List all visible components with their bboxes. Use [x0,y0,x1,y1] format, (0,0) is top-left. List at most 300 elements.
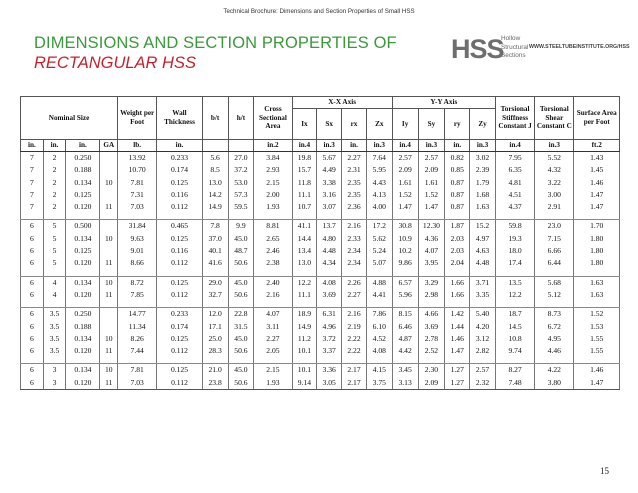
table-cell: 2.22 [342,333,367,345]
table-cell: 50.6 [228,289,254,301]
table-cell: 3.12 [470,333,496,345]
table-cell: 2.04 [445,257,470,269]
table-cell: 7.8 [202,220,228,233]
table-row [21,164,620,176]
table-cell: 11 [100,289,118,301]
table-cell: 6.10 [366,321,392,333]
table-cell: 32.7 [202,289,228,301]
table-cell: 1.27 [445,364,470,377]
table-cell: 0.465 [157,220,202,233]
table-cell: 1.68 [470,189,496,201]
table-cell: 4.22 [535,364,574,377]
table-cell: 4.34 [317,257,342,269]
table-cell: 13.0 [292,257,317,269]
table-cell [100,245,118,257]
table-cell: 10.1 [292,345,317,357]
table-cell: 2.19 [342,321,367,333]
table-cell: 4.37 [495,201,534,213]
table-cell: 3.45 [392,364,418,377]
table-cell: 4.66 [418,308,445,321]
table-cell: 2.00 [254,189,292,201]
table-cell: 28.3 [202,345,228,357]
table-cell: 0.134 [66,276,100,289]
table-cell: 1.42 [445,308,470,321]
unit-cell: in. [66,140,100,152]
unit-cell [202,140,228,152]
subheader-iy: Iy [392,109,418,140]
table-cell: 45.0 [228,333,254,345]
table-cell: 1.80 [574,245,620,257]
table-cell: 5.24 [366,245,392,257]
table-cell: 2.16 [342,308,367,321]
table-row [21,245,620,257]
table-cell: 4.97 [470,233,496,245]
table-cell: 4.41 [366,289,392,301]
table-cell: 7.86 [366,308,392,321]
units-row [21,140,620,152]
table-row [21,289,620,301]
table-cell: 1.80 [574,257,620,269]
table-cell: 2.34 [342,245,367,257]
table-cell: 2.26 [342,276,367,289]
table-cell: 3.95 [418,257,445,269]
table-cell: 27.0 [228,152,254,165]
table-cell: 1.47 [445,345,470,357]
table-cell: 11 [100,257,118,269]
table-cell: 4.88 [366,276,392,289]
table-cell: 7 [21,164,44,176]
unit-cell: in. [43,140,66,152]
table-cell: 8.15 [392,308,418,321]
table-cell: 2.15 [254,177,292,189]
table-cell: 11.34 [118,321,157,333]
table-cell: 0.174 [157,321,202,333]
table-cell: 45.0 [228,233,254,245]
table-cell: 12.0 [202,308,228,321]
table-cell: 0.134 [66,364,100,377]
table-cell: 0.112 [157,345,202,357]
table-cell: 2.22 [342,345,367,357]
logo-url-link[interactable]: WWW.STEELTUBEINSTITUTE.ORG/HSS [529,44,630,50]
table-cell: 7.44 [118,345,157,357]
table-cell: 40.1 [202,245,228,257]
table-cell: 3.69 [418,321,445,333]
table-cell: 1.52 [574,308,620,321]
table-cell: 6 [21,321,44,333]
table-cell: 6 [21,289,44,301]
table-cell: 1.53 [574,321,620,333]
table-cell: 3.29 [418,276,445,289]
table-row [21,152,620,165]
table-cell: 10.9 [392,233,418,245]
table-cell: 0.125 [66,189,100,201]
table-cell: 0.120 [66,201,100,213]
logo-word-structural: Structural [501,43,529,51]
table-cell: 1.47 [418,201,445,213]
table-cell: 1.43 [574,152,620,165]
table-cell: 0.116 [157,245,202,257]
table-cell: 1.66 [445,289,470,301]
table-cell: 6.46 [392,321,418,333]
table-cell: 4.00 [366,201,392,213]
table-row [21,345,620,357]
header-bt: b/t [202,97,228,140]
table-cell: 4.07 [254,308,292,321]
table-cell: 1.61 [392,177,418,189]
table-row [21,333,620,345]
table-cell: 6 [21,257,44,269]
table-cell: 8.72 [118,276,157,289]
unit-cell: ft.2 [574,140,620,152]
unit-cell: in.4 [292,140,317,152]
section-properties-table-wrapper [20,96,620,390]
table-cell: 7.03 [118,201,157,213]
table-cell: 0.112 [157,377,202,390]
table-cell: 1.93 [254,201,292,213]
table-cell: 0.250 [66,152,100,165]
table-cell: 11 [100,377,118,390]
header-torsional-shear: Torsional Shear Constant C [535,97,574,140]
table-cell: 13.5 [495,276,534,289]
table-cell: 1.46 [445,333,470,345]
table-cell: 0.120 [66,345,100,357]
table-cell: 22.8 [228,308,254,321]
table-cell: 2.31 [342,164,367,176]
page-number: 15 [600,466,609,476]
table-cell: 37.0 [202,233,228,245]
table-row [21,189,620,201]
table-cell: 50.6 [228,345,254,357]
table-cell: 6 [21,364,44,377]
table-cell: 10 [100,233,118,245]
table-cell: 7.81 [118,364,157,377]
table-cell: 2.15 [254,364,292,377]
unit-cell: in.4 [392,140,418,152]
subheader-ix: Ix [292,109,317,140]
table-cell: 37.2 [228,164,254,176]
table-cell: 7.15 [535,233,574,245]
unit-cell [228,140,254,152]
table-cell: 9.63 [118,233,157,245]
table-cell: 2.93 [254,164,292,176]
table-cell: 4.80 [317,233,342,245]
table-cell: 0.188 [66,164,100,176]
table-cell: 2.57 [418,152,445,165]
table-cell: 3.35 [470,289,496,301]
table-cell: 2.35 [342,189,367,201]
table-cell: 53.0 [228,177,254,189]
table-row [21,308,620,321]
table-cell: 4.87 [392,333,418,345]
table-cell: 6 [21,233,44,245]
table-cell: 10 [100,333,118,345]
table-cell: 1.52 [392,189,418,201]
table-cell: 50.6 [228,377,254,390]
table-cell: 41.6 [202,257,228,269]
table-cell: 0.125 [157,333,202,345]
table-cell: 1.47 [574,189,620,201]
table-cell: 11.2 [292,333,317,345]
table-cell: 1.93 [254,377,292,390]
table-cell: 2.52 [418,345,445,357]
table-cell: 10.2 [392,245,418,257]
table-cell: 2.17 [342,377,367,390]
table-cell: 5 [43,257,66,269]
table-cell: 5.67 [317,152,342,165]
table-cell: 50.6 [228,257,254,269]
table-cell: 13.0 [202,177,228,189]
table-cell: 2.34 [342,257,367,269]
table-cell: 4 [43,276,66,289]
table-cell: 1.70 [574,220,620,233]
header-weight: Weight per Foot [118,97,157,140]
table-cell: 48.7 [228,245,254,257]
table-cell: 6 [21,377,44,390]
table-cell: 4.08 [366,345,392,357]
table-cell: 11.1 [292,289,317,301]
table-cell: 2.03 [445,245,470,257]
table-cell: 25.0 [202,333,228,345]
logo-word-sections: Sections [501,52,526,60]
table-cell: 0.125 [157,177,202,189]
table-row [21,364,620,377]
table-cell: 10 [100,177,118,189]
table-cell: 5.96 [392,289,418,301]
table-cell: 5.95 [366,164,392,176]
table-cell: 2.35 [342,177,367,189]
unit-cell: in. [21,140,44,152]
table-cell: 4 [43,289,66,301]
table-cell: 1.63 [470,201,496,213]
subheader-rx: rx [342,109,367,140]
table-cell: 2.27 [254,333,292,345]
table-cell: 3.07 [317,201,342,213]
table-cell: 6 [21,308,44,321]
table-cell: 0.87 [445,201,470,213]
subheader-sx: Sx [317,109,342,140]
table-cell: 17.4 [495,257,534,269]
table-cell [100,321,118,333]
table-cell: 6.44 [535,257,574,269]
table-cell: 8.26 [118,333,157,345]
table-cell: 0.116 [157,189,202,201]
table-cell: 3.75 [366,377,392,390]
table-cell: 0.134 [66,233,100,245]
table-cell: 14.5 [495,321,534,333]
table-cell: 3 [43,364,66,377]
table-cell: 8.66 [118,257,157,269]
table-cell: 31.5 [228,321,254,333]
table-cell: 2.16 [342,220,367,233]
table-cell: 4.15 [366,364,392,377]
header-surface-area: Surface Area per Foot [574,97,620,140]
table-cell: 1.46 [574,177,620,189]
page-title-line2: RECTANGULAR HSS [34,54,196,72]
table-cell: 14.9 [202,201,228,213]
unit-cell: in. [342,140,367,152]
table-cell: 0.125 [157,364,202,377]
table-cell: 2.40 [254,276,292,289]
table-row [21,276,620,289]
table-cell: 2.39 [470,164,496,176]
table-cell: 7 [21,189,44,201]
table-cell: 45.0 [228,276,254,289]
table-cell: 2.32 [470,377,496,390]
table-cell: 9.86 [392,257,418,269]
table-cell: 3.71 [470,276,496,289]
hss-logo-mark: HSS [451,34,504,64]
table-cell: 6 [21,245,44,257]
table-cell: 59.5 [228,201,254,213]
table-cell: 7 [21,201,44,213]
table-cell: 0.87 [445,177,470,189]
table-cell: 6.66 [535,245,574,257]
table-cell: 10.1 [292,364,317,377]
table-cell: 29.0 [202,276,228,289]
table-cell: 5 [43,245,66,257]
table-row [21,257,620,269]
table-cell: 1.44 [445,321,470,333]
table-cell: 3.16 [317,189,342,201]
unit-cell: in.3 [535,140,574,152]
page-title-line1: DIMENSIONS AND SECTION PROPERTIES OF [34,34,397,52]
table-cell: 14.2 [202,189,228,201]
table-cell: 0.125 [66,245,100,257]
table-cell: 2 [43,152,66,165]
table-cell: 13.92 [118,152,157,165]
table-cell: 7 [21,152,44,165]
table-cell: 5.12 [535,289,574,301]
header-yy-axis: Y-Y Axis [392,97,495,109]
table-cell: 4.48 [470,257,496,269]
table-cell: 1.63 [574,289,620,301]
table-cell [100,152,118,165]
unit-cell: in.3 [418,140,445,152]
table-cell: 5.68 [535,276,574,289]
section-properties-table [20,96,620,390]
table-cell: 4.07 [418,245,445,257]
table-cell: 8.81 [254,220,292,233]
table-cell: 3.37 [317,345,342,357]
table-cell: 3.84 [254,152,292,165]
table-cell: 3.02 [470,152,496,165]
table-cell: 13.4 [292,245,317,257]
table-cell: 15.2 [470,220,496,233]
table-cell: 4.08 [317,276,342,289]
table-cell: 3.80 [535,377,574,390]
subheader-ry: ry [445,109,470,140]
unit-cell: in.3 [317,140,342,152]
table-cell: 11.1 [292,189,317,201]
table-row [21,377,620,390]
table-cell: 4.13 [366,189,392,201]
table-cell: 7.64 [366,152,392,165]
table-cell: 6 [21,220,44,233]
table-cell: 19.3 [495,233,534,245]
table-cell: 5 [43,233,66,245]
table-cell: 3.5 [43,308,66,321]
table-cell: 0.85 [445,164,470,176]
table-cell: 4.63 [470,245,496,257]
table-cell: 1.87 [445,220,470,233]
header-torsional-stiffness: Torsional Stiffness Constant J [495,97,534,140]
table-cell: 5.40 [470,308,496,321]
table-cell: 8.73 [535,308,574,321]
table-cell: 41.1 [292,220,317,233]
table-cell: 2.17 [342,364,367,377]
table-cell: 3.00 [535,189,574,201]
table-cell: 5.62 [366,233,392,245]
table-cell: 6 [21,276,44,289]
table-cell: 10.70 [118,164,157,176]
unit-cell: in.3 [366,140,392,152]
table-cell: 0.120 [66,257,100,269]
table-cell: 0.82 [445,152,470,165]
table-cell: 6 [21,345,44,357]
table-cell: 1.45 [574,164,620,176]
table-cell: 6.72 [535,321,574,333]
table-cell: 17.2 [366,220,392,233]
table-cell: 5 [43,220,66,233]
table-cell: 7.85 [118,289,157,301]
table-cell: 0.233 [157,308,202,321]
table-cell: 2 [43,201,66,213]
table-cell: 0.134 [66,333,100,345]
unit-cell: in.4 [495,140,534,152]
table-cell: 2.03 [445,233,470,245]
table-cell: 7.81 [118,177,157,189]
table-cell: 1.27 [445,377,470,390]
table-cell: 1.47 [574,201,620,213]
table-cell: 5.07 [366,257,392,269]
table-cell: 3.5 [43,333,66,345]
table-cell: 17.1 [202,321,228,333]
table-body [21,152,620,390]
table-cell: 10 [100,364,118,377]
table-cell: 10 [100,276,118,289]
table-cell: 8.5 [202,164,228,176]
table-cell: 1.55 [574,333,620,345]
table-cell: 1.63 [574,276,620,289]
table-cell: 45.0 [228,364,254,377]
table-cell: 2.65 [254,233,292,245]
table-cell: 3 [43,377,66,390]
table-row [21,177,620,189]
table-cell: 23.8 [202,377,228,390]
table-cell: 1.80 [574,233,620,245]
table-cell: 3.72 [317,333,342,345]
table-cell: 2.27 [342,289,367,301]
table-cell: 1.46 [574,364,620,377]
table-cell: 12.2 [292,276,317,289]
table-cell: 14.77 [118,308,157,321]
table-cell: 1.79 [470,177,496,189]
table-cell: 11 [100,345,118,357]
table-cell [100,220,118,233]
table-cell [100,189,118,201]
table-cell: 3.22 [535,177,574,189]
table-cell: 18.9 [292,308,317,321]
table-row [21,220,620,233]
table-cell: 2.33 [342,233,367,245]
table-cell: 12.2 [495,289,534,301]
table-cell: 11.8 [292,177,317,189]
table-cell: 7.48 [495,377,534,390]
unit-cell: in. [157,140,202,152]
table-cell: 6.31 [317,308,342,321]
table-cell: 0.120 [66,289,100,301]
table-cell: 9.01 [118,245,157,257]
